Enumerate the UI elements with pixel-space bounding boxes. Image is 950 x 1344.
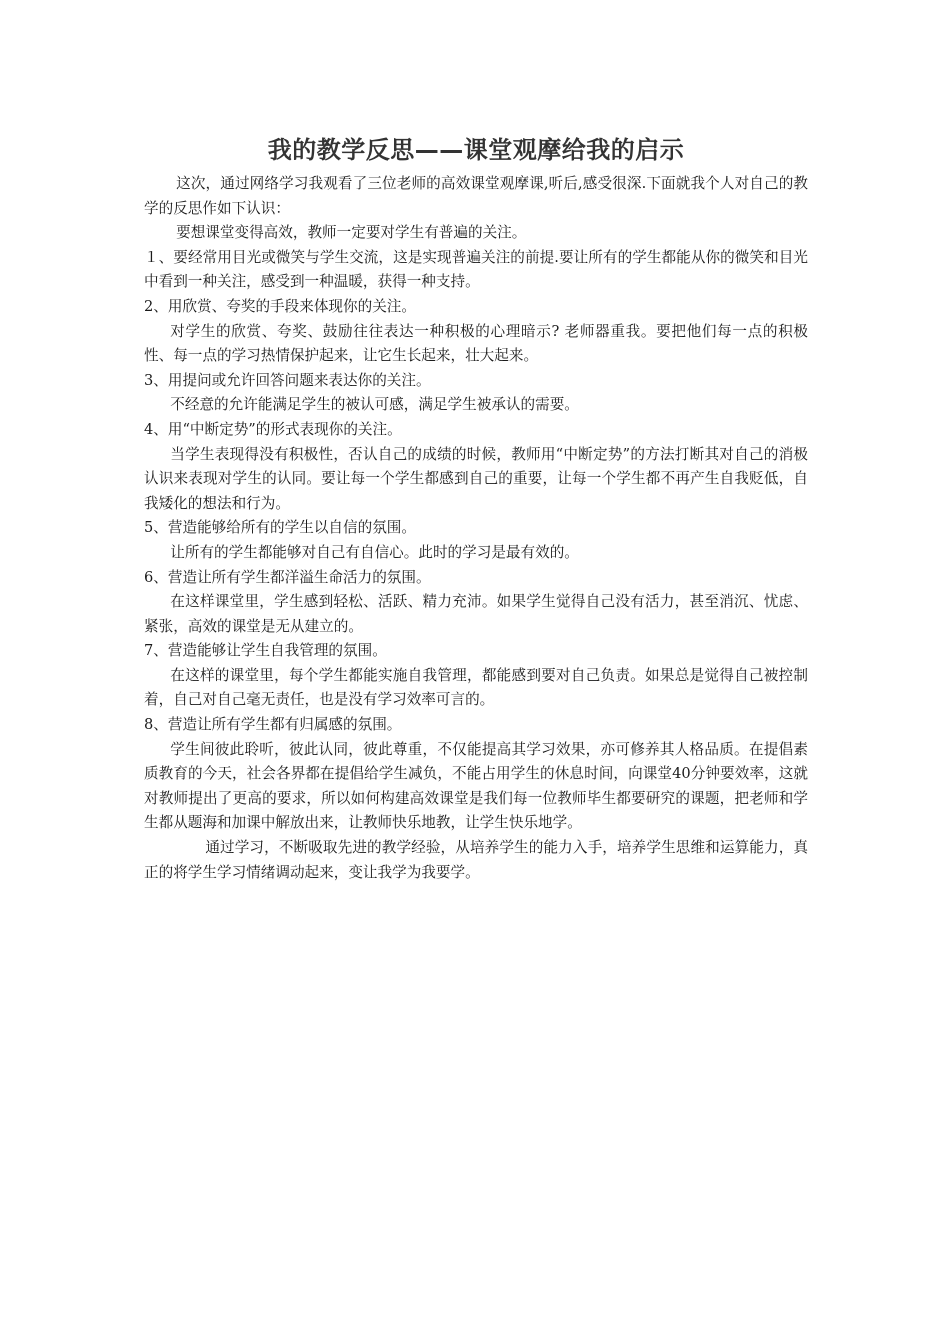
paragraph: 当学生表现得没有积极性，否认自己的成绩的时候，教师用“中断定势”的方法打断其对自己的消极认识来表现对学生的认同。要让每一个学生都感到自己的重要，让每一个学生都不再产生自我贬低，自我矮化的想法和行为。	[144, 445, 808, 512]
paragraph: 不经意的允许能满足学生的被认可感，满足学生被承认的需要。	[170, 396, 579, 414]
list-heading: 5、营造能够给所有的学生以自信的氛围。	[144, 519, 416, 537]
document-page	[144, 132, 808, 885]
document-title: 我的教学反思——课堂观摩给我的启示	[267, 136, 685, 164]
list-heading: 7、营造能够让学生自我管理的氛围。	[144, 642, 387, 660]
paragraph: 在这样的课堂里，每个学生都能实施自我管理，都能感到要对自己负责。如果总是觉得自己被控制着，自己对自己毫无责任，也是没有学习效率可言的。	[144, 666, 808, 709]
paragraph: 在这样课堂里，学生感到轻松、活跃、精力充沛。如果学生觉得自己没有活力，甚至消沉、忧虑、紧张，高效的课堂是无从建立的。	[144, 593, 808, 635]
closing-paragraph: 通过学习，不断吸取先进的教学经验，从培养学生的能力入手，培养学生思维和运算能力，真正的将学生学习情绪调动起来，变让我学为我要学。	[144, 839, 808, 881]
paragraph: 对学生的欣赏、夸奖、鼓励往往表达一种积极的心理暗示? 老师器重我。要把他们每一点的积极性、每一点的学习热情保护起来，让它生长起来，壮大起来。	[144, 322, 808, 365]
list-heading: １、要经常用目光或微笑与学生交流，这是实现普遍关注的前提.要让所有的学生都能从你的微笑和目光中看到一种关注，感受到一种温暖，获得一种支持。	[144, 248, 808, 291]
list-heading: 4、用“中断定势”的形式表现你的关注。	[144, 420, 402, 438]
paragraph: 让所有的学生都能够对自己有自信心。此时的学习是最有效的。	[170, 543, 579, 561]
paragraph: 要想课堂变得高效，教师一定要对学生有普遍的关注。	[176, 224, 527, 242]
list-heading: 2、用欣赏、夸奖的手段来体现你的关注。	[144, 297, 416, 315]
paragraph: 学生间彼此聆听，彼此认同，彼此尊重，不仅能提高其学习效果，亦可修养其人格品质。在提倡素质教育的今天，社会各界都在提倡给学生减负，不能占用学生的休息时间，向课堂40分钟要效率，这就对教师提出了更高的要求，所以如何构建高效课堂是我们每一位教师毕生都要研究的课题，把老师和学生都从题海和加课中解放出来，让教师快乐地教，让学生快乐地学。	[144, 740, 808, 832]
list-heading: 3、用提问或允许回答问题来表达你的关注。	[144, 371, 431, 389]
document-body	[144, 172, 808, 885]
list-heading: 6、营造让所有学生都洋溢生命活力的氛围。	[144, 568, 431, 586]
list-heading: 8、营造让所有学生都有归属感的氛围。	[144, 716, 402, 734]
paragraph: 这次，通过网络学习我观看了三位老师的高效课堂观摩课,听后,感受很深.下面就我个人对自己的教学的反思作如下认识：	[144, 175, 808, 217]
